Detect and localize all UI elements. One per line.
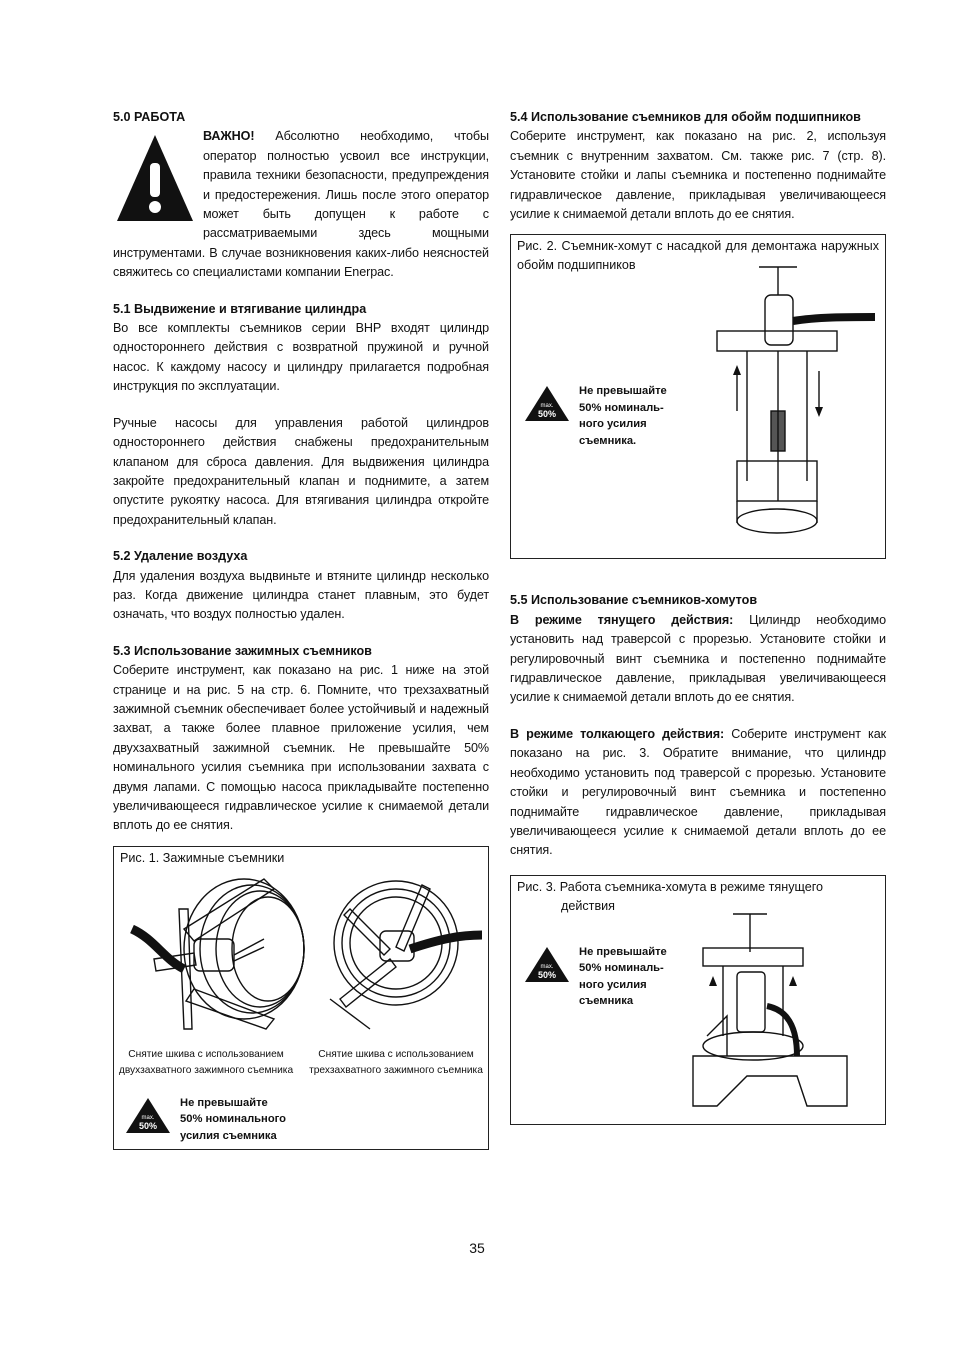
figure-3	[510, 875, 886, 1125]
svg-text:50%: 50%	[138, 1120, 158, 1131]
svg-text:max.: max.	[540, 403, 554, 410]
figure-1-subcaption-1: Снятие шкива с использованием двухзахватного зажимного съемника	[118, 1048, 294, 1076]
left-column	[113, 108, 489, 1150]
figure-1-max-badge	[124, 1095, 286, 1145]
figure-3-caption-line-2: действия	[561, 898, 615, 913]
section-5-3-paragraph: Соберите инструмент, как показано на рис. 1 ниже на этой странице и на рис. 5 на стр. 6. Помните, что трехзахватный зажимной съемник обеспечивает более устойчивый и надежный захват, а также более плавное приложение усилия, чем двухзахватный зажимной съемник. Не превышайте 50% номинального усилия съемника при использовании захвата с двумя лапами. С помощью насоса прикладывайте постепенно увеличивающееся гидравлическое усилие к снимаемой детали вплоть до ее снятия.	[113, 663, 489, 833]
max-50-percent-icon	[523, 383, 571, 423]
svg-text:50%: 50%	[537, 969, 557, 980]
figure-2	[510, 234, 886, 559]
figure-2-max-badge	[523, 383, 667, 449]
figure-3-max-badge	[523, 944, 667, 1010]
section-5-5-title: 5.5 Использование съемников-хомутов	[510, 593, 758, 608]
page-number: 35	[469, 1240, 485, 1256]
section-5-3-title: 5.3 Использование зажимных съемников	[113, 643, 372, 658]
section-5-2-paragraph: Для удаления воздуха выдвиньте и втяните цилиндр несколько раз. Когда движение цилиндра станет плавным, это будет означать, что воздух полностью удален.	[113, 568, 489, 622]
bearing-cup-puller-illustration	[707, 261, 877, 541]
svg-text:50%: 50%	[537, 409, 557, 420]
pull-mode-text: Цилиндр необходимо установить над траверсой с прорезью. Установите стойки и регулировочный винт съемника и постепенно поднимайте гидравлическое давление, прикладывая увеличивающееся усилие к снимаемой детали вплоть до ее снятия.	[510, 612, 886, 705]
section-5-1-title: 5.1 Выдвижение и втягивание цилиндра	[113, 301, 367, 316]
section-5-5-pull-paragraph	[510, 611, 886, 708]
section-5-2-title: 5.2 Удаление воздуха	[113, 549, 248, 564]
section-5-1-paragraph-2: Ручные насосы для управления работой цилиндров одностороннего действия снабжены предохранительным клапаном для сброса давления. Для выдвижения цилиндра закройте предохранительный клапан и поднимите, а затем опустите рукоятку насоса. Для втягивания цилиндра откройте предохранительный клапан.	[113, 415, 489, 527]
section-5-4-title: 5.4 Использование съемников для обойм подшипников	[510, 110, 861, 124]
max-50-percent-icon	[523, 944, 571, 984]
right-column	[510, 108, 886, 1125]
figure-2-caption: Рис. 2. Съемник-хомут с насадкой для демонтажа наружных обойм подшипников	[517, 239, 879, 273]
figure-1-badge-text: Не превышайте 50% номинального усилия съемника	[180, 1096, 286, 1142]
section-5-5-push-paragraph	[510, 725, 886, 861]
svg-text:max.: max.	[540, 963, 554, 970]
figure-3-badge-text: Не превышайте 50% номиналь- ного усилия съемника	[579, 945, 667, 1008]
push-puller-illustration	[687, 906, 883, 1120]
figure-1	[113, 846, 489, 1150]
figure-2-badge-text: Не превышайте 50% номиналь- ного усилия съемника.	[579, 385, 667, 447]
figure-1-caption: Рис. 1. Зажимные съемники	[120, 850, 285, 865]
figure-3-caption-line-1: Рис. 3. Работа съемника-хомута в режиме тянущего	[517, 879, 824, 894]
svg-text:max.: max.	[141, 1114, 155, 1121]
section-5-0-title: 5.0 РАБОТА	[113, 110, 186, 124]
push-mode-text: Соберите инструмент как показано на рис. 3. Обратите внимание, что цилиндр необходимо установить под траверсой с прорезью. Установите стойки и регулировочный винт съемника и постепенно поднимайте гидравлическое давление, прикладывая увеличивающееся усилие к снимаемой детали вплоть до ее снятия.	[510, 726, 887, 858]
two-jaw-puller-illustration	[124, 869, 314, 1039]
important-block	[113, 127, 489, 282]
push-mode-label: В режиме толкающего действия:	[510, 726, 725, 741]
pull-mode-label: В режиме тянущего действия:	[510, 612, 734, 627]
important-text: Абсолютно необходимо, чтобы оператор полностью усвоил все инструкции, правила техники безопасности, предупреждения и предостережения. Лишь после этого оператор может быть допущен к работе с рассматриваемыми здесь мощными инструментами. В случае возникновения каких-либо неясностей свяжитесь со специалистами компании Enerpac.	[113, 129, 489, 280]
figure-1-subcaption-2: Снятие шкива с использованием трехзахватного зажимного съемника	[309, 1048, 483, 1076]
max-50-percent-icon	[124, 1095, 172, 1135]
warning-triangle-icon	[113, 129, 197, 225]
important-label: ВАЖНО!	[203, 129, 255, 144]
section-5-1-paragraph-1: Во все комплекты съемников серии BHP входят цилиндр одностороннего действия с возвратной пружиной и ручной насос. К каждому насосу и цилиндру прилагается подробная инструкция по эксплуатации.	[113, 321, 489, 394]
section-5-4-paragraph: Соберите инструмент, как показано на рис. 2, используя съемник с внутренним захватом. См. также рис. 7 (стр. 8). Установите стойки и лапы съемника и постепенно поднимайте гидравлическое давление, прикладывая увеличивающееся усилие к снимаемой детали вплоть до ее снятия.	[510, 129, 886, 222]
three-jaw-puller-illustration	[310, 869, 486, 1039]
